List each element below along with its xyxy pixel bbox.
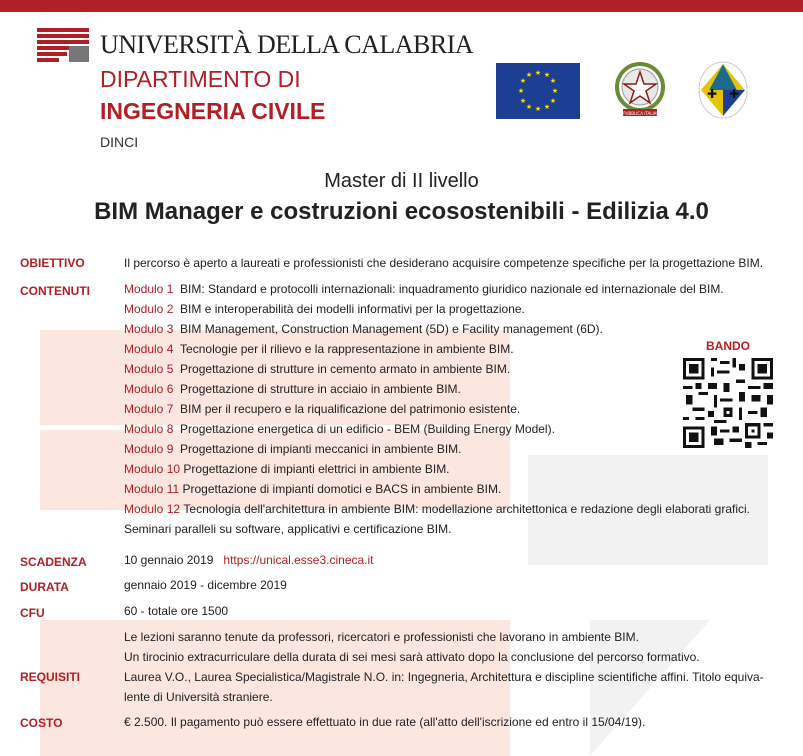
module-number: Modulo 5: [124, 362, 174, 376]
svg-text:★: ★: [517, 87, 525, 95]
contenuti-label: CONTENUTI: [20, 284, 90, 298]
svg-text:★: ★: [549, 97, 557, 105]
requisiti-line: lente di Università straniere.: [124, 690, 273, 704]
module-item: [124, 402, 520, 416]
durata-label: DURATA: [20, 580, 69, 594]
module-number: Modulo 11: [124, 482, 180, 496]
module-number: Modulo 9: [124, 442, 174, 456]
department-line-1: DIPARTIMENTO DI: [100, 66, 301, 92]
svg-text:★: ★: [549, 77, 557, 85]
requisiti-line: Le lezioni saranno tenute da professori, ricercatori e professionisti che lavorano in ambiente BIM.: [124, 630, 639, 644]
svg-text:★: ★: [551, 87, 559, 95]
svg-text:★: ★: [534, 69, 542, 77]
module-number: Modulo 1: [124, 282, 174, 296]
module-text: Progettazione di impianti domotici e BACS in ambiente BIM.: [182, 482, 502, 496]
costo-label: COSTO: [20, 716, 63, 730]
module-text: BIM per il recupero e la riqualificazione del patrimonio esistente.: [180, 402, 521, 416]
scadenza-label: SCADENZA: [20, 555, 87, 569]
seminari-text: Seminari paralleli su software, applicativi e certificazione BIM.: [124, 522, 452, 536]
module-item: [124, 462, 450, 476]
svg-text:✚: ✚: [728, 87, 740, 101]
cfu-label: CFU: [20, 606, 45, 620]
module-text: Tecnologia dell'architettura in ambiente BIM: modellazione architettonica e redazione degli elaborati grafici.: [183, 502, 751, 516]
module-item: [124, 282, 724, 296]
module-number: Modulo 10: [124, 462, 181, 476]
svg-text:★: ★: [519, 77, 527, 85]
svg-text:★: ★: [543, 71, 551, 79]
university-logo-icon: [37, 28, 89, 62]
master-level: Master di II livello: [324, 170, 479, 192]
department-acronym: DINCI: [100, 134, 139, 150]
scadenza-row: [124, 553, 374, 567]
svg-text:★: ★: [525, 103, 533, 111]
module-item: [124, 442, 462, 456]
obiettivo-label: OBIETTIVO: [20, 256, 85, 270]
obiettivo-text: Il percorso è aperto a laureati e professionisti che desiderano acquisire competenze specifiche per la progettazione BIM.: [124, 256, 764, 270]
module-item: [124, 502, 750, 516]
emblem-ribbon-text: REPUBBLICA ITALIANA: [617, 111, 663, 116]
requisiti-line: Laurea V.O., Laurea Specialistica/Magistrale N.O. in: Ingegneria, Architettura e discipline scientifiche affini. Titolo equiva-: [124, 670, 764, 684]
durata-text: gennaio 2019 - dicembre 2019: [124, 578, 287, 592]
calabria-region-emblem-icon: [697, 60, 749, 120]
svg-text:★: ★: [525, 71, 533, 79]
module-item: [124, 482, 501, 496]
requisiti-line: Un tirocinio extracurriculare della durata di sei mesi sarà attivato dopo la conclusione del percorso formativo.: [124, 650, 700, 664]
costo-text: € 2.500. Il pagamento può essere effettuato in due rate (all'atto dell'iscrizione ed entro il 15/04/19).: [124, 715, 646, 729]
qr-code-icon[interactable]: [683, 358, 773, 448]
module-text: Tecnologie per il rilievo e la rappresentazione in ambiente BIM.: [180, 342, 514, 356]
italian-republic-emblem-icon: [613, 60, 667, 120]
module-item: [124, 302, 525, 316]
module-item: [124, 362, 510, 376]
module-number: Modulo 4: [124, 342, 174, 356]
module-number: Modulo 8: [124, 422, 174, 436]
module-item: [124, 382, 461, 396]
module-text: Progettazione di impianti meccanici in ambiente BIM.: [180, 442, 462, 456]
top-accent-bar: [0, 0, 803, 12]
module-number: Modulo 3: [124, 322, 174, 336]
svg-text:✚: ✚: [706, 87, 718, 101]
module-text: Progettazione di strutture in acciaio in ambiente BIM.: [180, 382, 461, 396]
module-item: [124, 422, 555, 436]
requisiti-label: REQUISITI: [20, 670, 81, 684]
master-title: BIM Manager e costruzioni ecosostenibili - Edilizia 4.0: [94, 198, 709, 225]
cfu-text: 60 - totale ore 1500: [124, 604, 229, 618]
module-item: [124, 342, 514, 356]
module-text: BIM e interoperabilità dei modelli informativi per la progettazione.: [180, 302, 525, 316]
svg-text:★: ★: [519, 97, 527, 105]
bando-label: BANDO: [706, 339, 750, 353]
module-number: Modulo 6: [124, 382, 174, 396]
svg-text:★: ★: [534, 105, 542, 113]
svg-text:★: ★: [543, 103, 551, 111]
module-text: Progettazione energetica di un edificio - BEM (Building Energy Model).: [180, 422, 555, 436]
module-number: Modulo 12: [124, 502, 181, 516]
module-text: Progettazione di strutture in cemento armato in ambiente BIM.: [180, 362, 511, 376]
esse3-link[interactable]: https://unical.esse3.cineca.it: [223, 553, 374, 567]
module-number: Modulo 2: [124, 302, 174, 316]
university-name: UNIVERSITÀ DELLA CALABRIA: [100, 30, 474, 59]
department-line-2: INGEGNERIA CIVILE: [100, 98, 326, 124]
module-text: Progettazione di impianti elettrici in ambiente BIM.: [183, 462, 450, 476]
module-text: BIM Management, Construction Management (5D) e Facility management (6D).: [180, 322, 603, 336]
module-number: Modulo 7: [124, 402, 174, 416]
module-item: [124, 322, 603, 336]
eu-flag-icon: [496, 63, 580, 119]
scadenza-date: 10 gennaio 2019: [124, 553, 214, 567]
module-text: BIM: Standard e protocolli internazionali: inquadramento giuridico nazionale ed internazionale del BIM.: [180, 282, 724, 296]
